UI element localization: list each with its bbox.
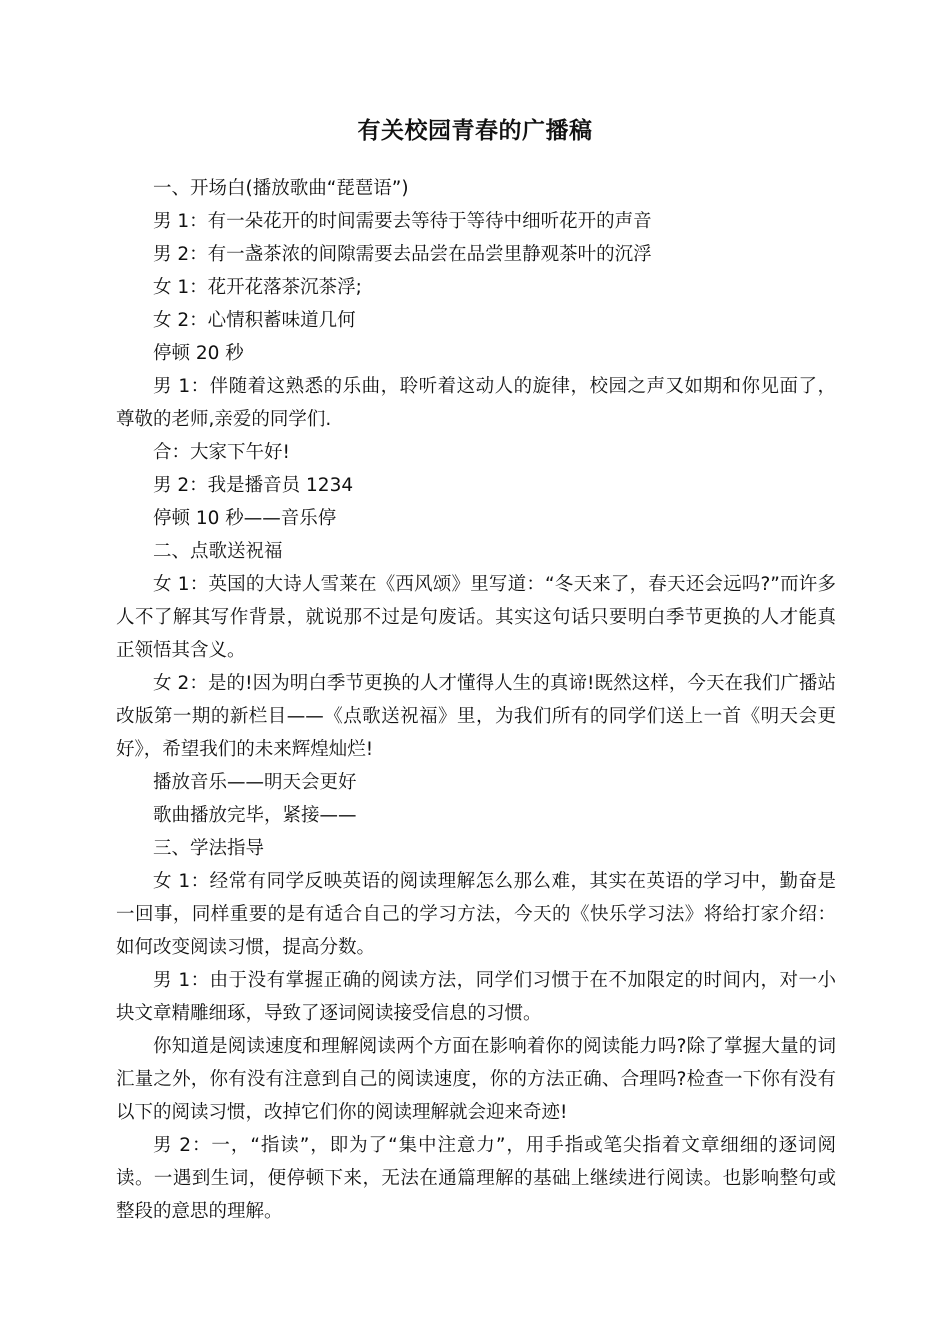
- paragraph: 女 1：花开花落茶沉茶浮;: [153, 277, 362, 298]
- paragraph: 男 2：有一盏茶浓的间隙需要去品尝在品尝里静观茶叶的沉浮: [153, 244, 652, 265]
- paragraph: 停顿 20 秒: [153, 343, 244, 364]
- paragraph: 歌曲播放完毕，紧接——: [153, 805, 357, 826]
- paragraph: 男 1：有一朵花开的时间需要去等待于等待中细听花开的声音: [153, 211, 652, 232]
- paragraph: 播放音乐——明天会更好: [153, 772, 357, 793]
- document-title: 有关校园青春的广播稿: [357, 118, 593, 144]
- paragraph: 女 2：心情积蓄味道几何: [153, 310, 356, 331]
- document-body: [116, 172, 836, 1228]
- paragraph: 女 2：是的!因为明白季节更换的人才懂得人生的真谛!既然这样，今天在我们广播站改版第一期的新栏目——《点歌送祝福》里，为我们所有的同学们送上一首《明天会更好》，希望我们的未来辉煌灿烂!: [116, 673, 836, 760]
- paragraph: 男 1：由于没有掌握正确的阅读方法，同学们习惯于在不加限定的时间内，对一小块文章精雕细琢，导致了逐词阅读接受信息的习惯。: [116, 970, 836, 1024]
- paragraph-opening-heading: 一、开场白(播放歌曲“琵琶语”): [153, 178, 409, 199]
- paragraph: 男 2：我是播音员 1234: [153, 475, 354, 496]
- paragraph-section-heading: 二、点歌送祝福: [153, 541, 283, 562]
- paragraph: 男 2：一，“指读”，即为了“集中注意力”，用手指或笔尖指着文章细细的逐词阅读。一遇到生词，便停顿下来，无法在通篇理解的基础上继续进行阅读。也影响整句或整段的意思的理解。: [116, 1135, 836, 1222]
- paragraph: 你知道是阅读速度和理解阅读两个方面在影响着你的阅读能力吗?除了掌握大量的词汇量之外，你有没有注意到自己的阅读速度，你的方法正确、合理吗?检查一下你有没有以下的阅读习惯，改掉它们你的阅读理解就会迎来奇迹!: [116, 1036, 836, 1123]
- paragraph: 女 1：经常有同学反映英语的阅读理解怎么那么难，其实在英语的学习中，勤奋是一回事，同样重要的是有适合自己的学习方法，今天的《快乐学习法》将给打家介绍：如何改变阅读习惯，提高分数。: [116, 871, 836, 958]
- paragraph-section-heading: 三、学法指导: [153, 838, 265, 859]
- paragraph: 女 1：英国的大诗人雪莱在《西风颂》里写道：“冬天来了，春天还会远吗?”而许多人不了解其写作背景，就说那不过是句废话。其实这句话只要明白季节更换的人才能真正领悟其含义。: [116, 574, 836, 661]
- paragraph: 男 1：伴随着这熟悉的乐曲，聆听着这动人的旋律，校园之声又如期和你见面了，尊敬的老师,亲爱的同学们.: [116, 376, 836, 430]
- paragraph: 合：大家下午好!: [153, 442, 290, 463]
- paragraph: 停顿 10 秒——音乐停: [153, 508, 337, 529]
